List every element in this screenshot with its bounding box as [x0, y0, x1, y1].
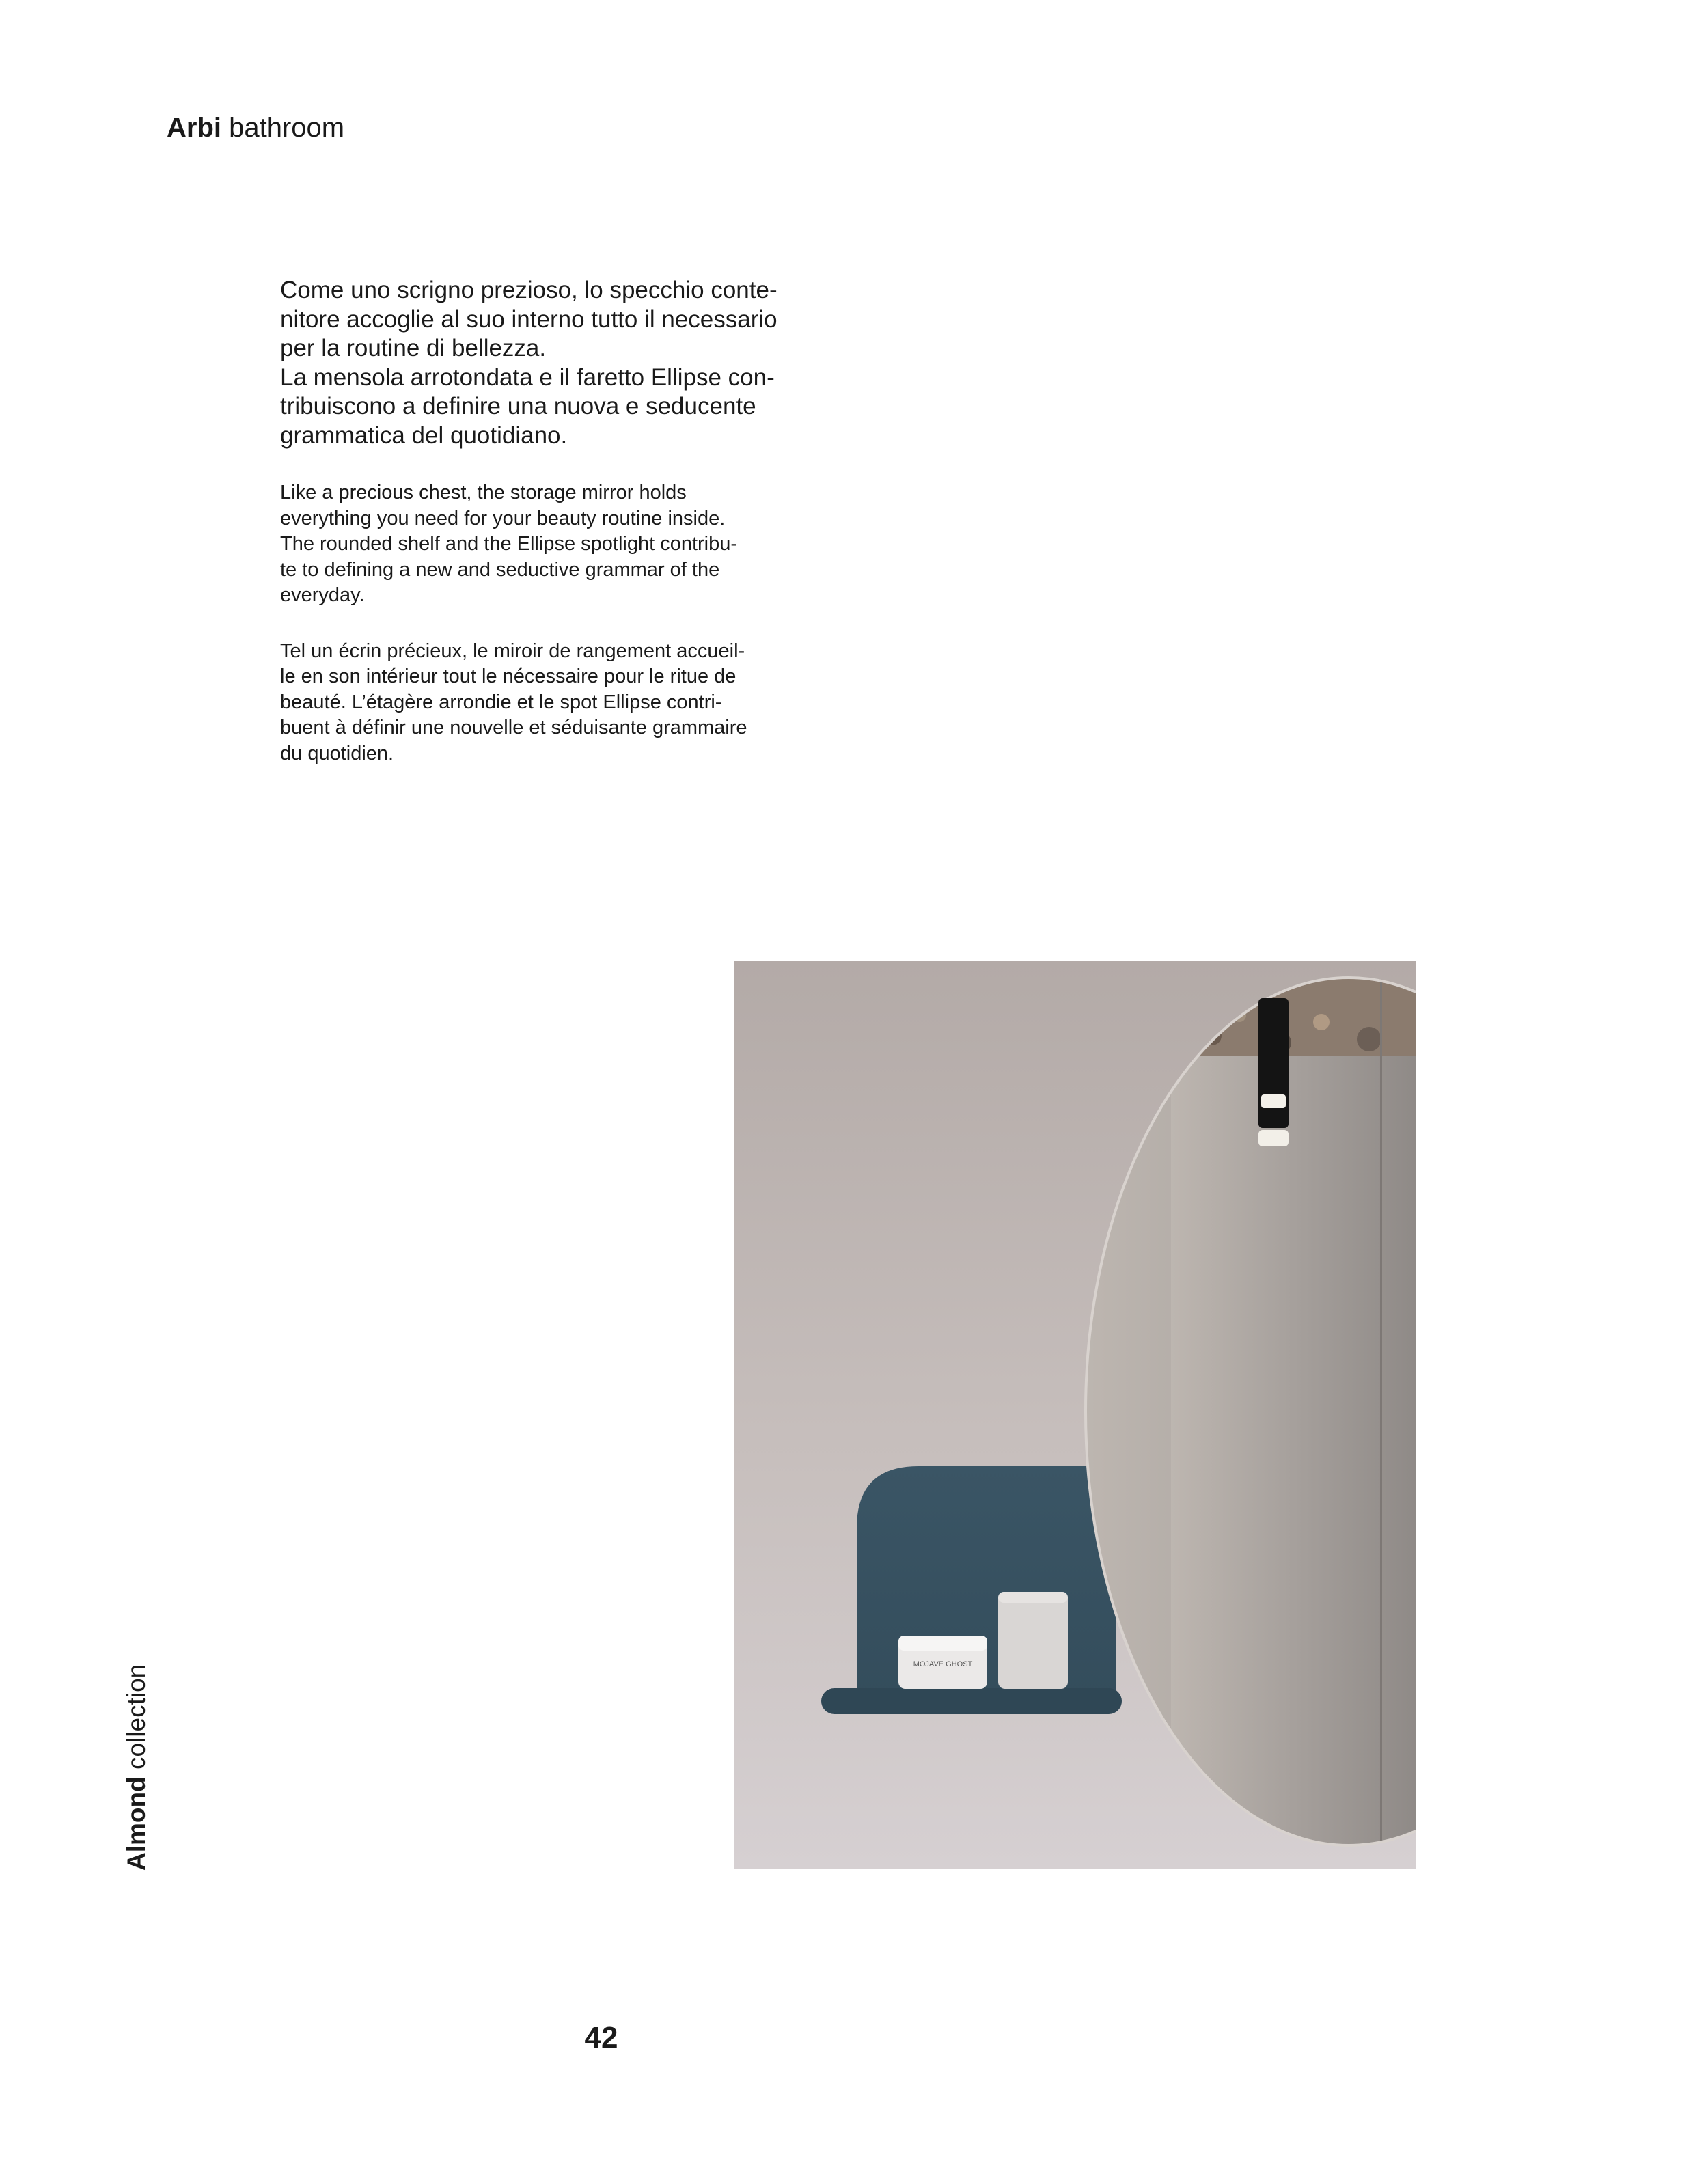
product-photo [734, 961, 1416, 1869]
header-section: bathroom [229, 113, 345, 143]
page-header [167, 111, 344, 145]
french-description: Tel un écrin précieux, le miroir de rangement accueil- le en son intérieur tout le nécessaire pour le ritue de beauté. L’étagère arrondie et le spot Ellipse contri- buent à définir une nouvelle et séduisante grammaire du quotidien. [280, 639, 747, 764]
english-description: Like a precious chest, the storage mirror holds everything you need for your beauty routine inside. The rounded shelf and the Ellipse spotlight contribu- te to defining a new and seductive grammar of the everyday. [280, 482, 738, 606]
shelf-ledge [821, 1688, 1122, 1714]
page-number: 42 [584, 2021, 618, 2054]
side-brand: Almond [122, 1776, 150, 1871]
italian-description: Come uno scrigno prezioso, lo specchio conte- nitore accoglie al suo interno tutto il necessario per la routine di bellezza. La mensola arrotondata e il faretto Ellipse con- tribuiscono a definire una nuova e seducente grammatica del quotidiano. [280, 277, 777, 449]
mirror-door-seam [1380, 961, 1382, 1869]
header-brand: Arbi [167, 113, 221, 143]
cream-jar [898, 1636, 987, 1689]
side-collection-label [122, 1664, 152, 1871]
jar-label: MOJAVE GHOST [913, 1660, 973, 1668]
candle-jar [998, 1592, 1068, 1689]
side-label-text: collection [122, 1664, 150, 1770]
description-block [280, 276, 881, 797]
ellipse-spotlight [1258, 998, 1289, 1146]
